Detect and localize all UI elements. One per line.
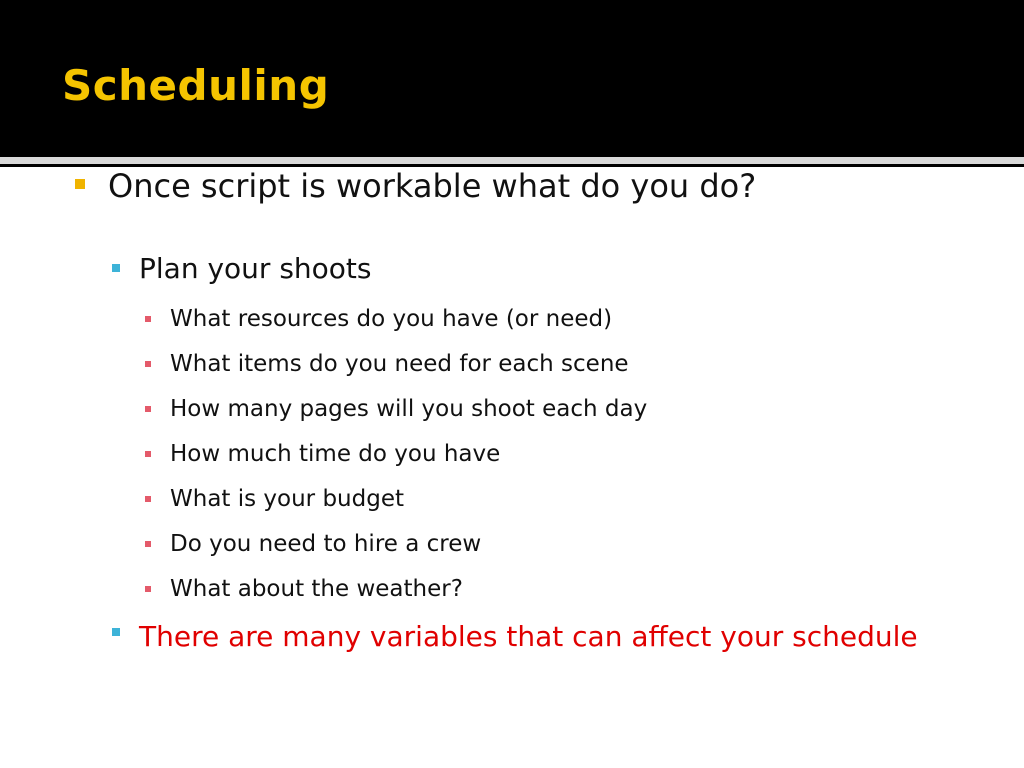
title-divider	[0, 157, 1024, 164]
square-bullet-icon	[145, 586, 151, 592]
bullet-text: Once script is workable what do you do?	[108, 167, 757, 205]
bullet-text: There are many variables that can affect your schedule	[139, 620, 918, 653]
bullet-text: Do you need to hire a crew	[170, 531, 482, 557]
bullet-text: How many pages will you shoot each day	[170, 396, 648, 422]
bullet-text: What about the weather?	[170, 576, 463, 602]
slide-title: Scheduling	[62, 61, 330, 110]
bullet-text: What is your budget	[170, 486, 404, 512]
square-bullet-icon	[112, 628, 120, 636]
bullet-text: What items do you need for each scene	[170, 351, 629, 377]
bullet-text: What resources do you have (or need)	[170, 306, 613, 332]
square-bullet-icon	[145, 316, 151, 322]
square-bullet-icon	[145, 541, 151, 547]
square-bullet-icon	[145, 406, 151, 412]
square-bullet-icon	[145, 361, 151, 367]
square-bullet-icon	[145, 496, 151, 502]
square-bullet-icon	[145, 451, 151, 457]
bullet-text: How much time do you have	[170, 441, 501, 467]
square-bullet-icon	[112, 264, 120, 272]
bullet-text: Plan your shoots	[139, 252, 372, 285]
square-bullet-icon	[75, 179, 85, 189]
